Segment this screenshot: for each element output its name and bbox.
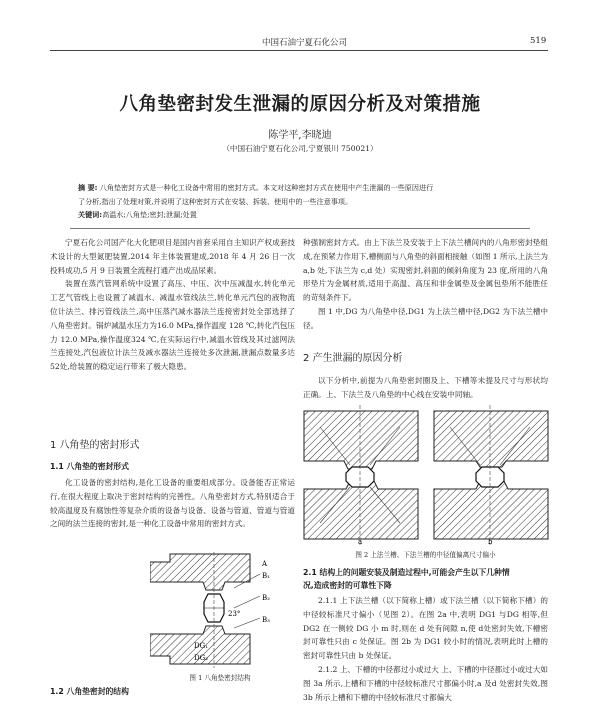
abstract-text-1: 八角垫密封方式是一种化工设备中常用的密封方式。本文对这种密封方式在使用中产生泄漏的一些原因进行: [99, 183, 434, 192]
text-line: 法兰槽中径。: [303, 306, 548, 330]
keywords-label: 关键词:: [78, 210, 103, 219]
fig2-sublabel-b: b: [488, 538, 493, 545]
fig1-label-a: A: [262, 560, 268, 568]
fig1-label-b1: B₁: [262, 572, 270, 580]
text-line: 处密封失效,下槽密封可靠性只由 c 处保证。图 2b 为 DG1 较小: [303, 623, 548, 647]
article-affiliation: （中国石油宁夏石化公司,宁夏银川 750021）: [222, 144, 378, 153]
intro-paragraph-2: [50, 277, 295, 374]
text-line: 324 ℃,在实际运行中,减温水管线及其过滤网法兰连接处,汽包: [50, 334, 295, 358]
article-authors: 陈学平,李晓迪: [268, 130, 332, 141]
text-line: 能否正常运行,在很大程度上取决于密封结构的完善性。八角垫: [50, 478, 295, 501]
text-line: 化工设备的密封结构,是化工设备的重要组成部分。设备: [65, 478, 257, 487]
section-2-1-body: [303, 594, 548, 704]
text-line: 种强制密封方式。由上下法兰及安装于上下法兰槽间内的八角: [303, 238, 510, 247]
page-number: 519: [530, 36, 547, 46]
fig1-label-b3: B₃: [262, 616, 270, 624]
text-line: 宁夏石化公司国产化大化肥项目是国内首套采用自主知识: [65, 238, 257, 247]
heading-line: 2.1 结构上的问题安装及制造过程中,可能会产生以下几种情: [303, 568, 510, 577]
text-line: 与形状均正确。上、下法兰及八角垫的中心线在安装中同轴。: [303, 376, 548, 399]
text-line: 面的倾斜角度为 23 度,所用的八角形垫片为金属材质,适用于: [303, 265, 549, 289]
text-line: （如图 1 所示,上法兰为 a,b 处,下法兰为 c,d 处）实现密封,斜: [303, 251, 548, 275]
text-line: 时的情况,表明此时上槽的密封可靠性只由 b 处保证。: [303, 637, 548, 661]
text-line: 图 1 中,DG 为八角垫中径,DG1 为上法兰槽中径,DG2 为下: [318, 306, 518, 316]
text-line: 16.0 MPa,操作温度 128 ℃,转化汽包压力 12.0 MPa,操作温度: [50, 320, 295, 344]
abstract-block: [78, 181, 524, 222]
header-rule: [50, 50, 548, 51]
abstract-line-1: [78, 181, 524, 195]
text-line: 与设备、设备与管道、管道与管道之间的法兰连接的密封,是一: [50, 505, 296, 529]
section-2-paragraph: [303, 374, 548, 402]
section-1-heading: 1 八角垫的密封形式: [50, 440, 140, 451]
fig1-label-angle: 23°: [228, 610, 241, 618]
section-2-1-1-paragraph: [303, 594, 548, 663]
fig1-label-dg1: DG₁: [194, 642, 209, 650]
figure-1-caption: 图 1 八角垫密封结构: [189, 674, 251, 682]
right-column-top: [303, 236, 548, 333]
section-1-2-heading: 1.2 八角垫密封的结构: [50, 687, 129, 696]
fig2-sublabel-a: a: [358, 538, 363, 545]
left-column-intro: [50, 236, 295, 374]
text-line: 2018 年 4 月 26 日一次投料成功,5 月 9 日装置全流程打通产出: [50, 251, 295, 275]
abstract-rule: [70, 228, 530, 229]
article-title: 八角垫密封发生泄漏的原因分析及对策措施: [119, 94, 481, 115]
figure-1-diagram: [150, 552, 290, 668]
section-2-heading: 2 产生泄漏的原因分析: [303, 353, 403, 364]
text-line: 高温、高压和非金属垫及金属包垫所不能胜任的苛刻条件下。: [303, 279, 549, 303]
text-line: 种化工设备中常用的密封方式。: [143, 519, 250, 529]
text-line: 法兰连接密封处全部选择了八角垫密封。锅炉减温水压力为: [50, 306, 295, 330]
text-line: 槽）的中径较标准尺寸偏小（见图 2）。在图 2a 中,表明 DG1 与: [303, 596, 549, 619]
text-line: 密封方式,特别适合于较高温度及有腐蚀性等复杂介质的设备: [50, 491, 295, 515]
text-line: 成品尿素。: [183, 265, 222, 275]
right-paragraph-2: [303, 305, 548, 333]
section-1-1-body: [50, 476, 295, 531]
figure-2a-panel: [304, 405, 418, 545]
text-line: 形密封垫组成,在预紧力作用下,槽侧面与八角垫的斜面相接触: [303, 238, 549, 261]
intro-paragraph-1: [50, 236, 295, 277]
text-line: 以下分析中,前提为八角垫密封圈及上、下槽等未提及尺寸: [318, 376, 517, 385]
heading-line: 况,造成密封的可靠性下降: [303, 581, 392, 590]
text-line: 装置在蒸汽管网系统中设置了高压、中压、次中压减温水,: [65, 279, 264, 289]
figure-2b-panel: [434, 405, 548, 545]
figure-2-diagram: [300, 405, 552, 545]
section-1-1-paragraph: [50, 476, 295, 531]
keywords-line: [78, 208, 524, 222]
text-line: 过大如图 3a 所示,上槽和下槽的中径较标准尺寸都偏小时,a 及: [303, 664, 548, 688]
section-2-1-heading: [303, 566, 548, 592]
abstract-label: 摘 要:: [78, 183, 98, 192]
section-2-intro: [303, 374, 548, 402]
text-line: 2.1.2 上、下槽的中径都过小或过大 上、下槽的中径都过小或: [318, 664, 526, 674]
fig1-label-dg2: DG₂: [194, 654, 209, 662]
fig1-label-b2: B₂: [262, 594, 270, 602]
text-line: 2.1.1 上下法兰槽（以下简称上槽）或下法兰槽（以下简称下: [318, 596, 525, 605]
text-line: 产权成套技术设计的大型氮肥装置,2014 年主体装置建成,: [50, 238, 296, 261]
text-line: d 处密封失效,图 3b 所示上槽和下槽的中径较标准尺寸都偏大: [303, 678, 548, 702]
text-line: 处,给装置的稳定运行带来了极大隐患。: [59, 362, 192, 372]
text-line: 转化单元工艺气管线上也设置了减温水、减温水管线法兰,转化: [50, 279, 295, 303]
leader-line: [234, 618, 260, 628]
abstract-text-2: 了分析,指出了处理对策,并说明了这种密封方式在安装、拆装、使用中的一些注意事项。: [78, 196, 353, 206]
upper-flange: [150, 554, 250, 590]
section-1-1-heading: 1.1 八角垫的密封形式: [50, 462, 129, 471]
section-2-1-2-paragraph: [303, 663, 548, 704]
leader-line: [234, 596, 260, 608]
figure-2-caption: 图 2 上法兰槽、下法兰槽的中径值偏离尺寸偏小: [355, 551, 496, 559]
text-line: DG 相等,但 DG2 在一侧较 DG 小 m 时,则在 d 处有间隙 n,使 d: [303, 609, 548, 633]
keywords-text: 高温水;八角垫;密封;泄漏;处置: [102, 210, 197, 219]
running-header-journal: 中国石油宁夏石化公司: [262, 38, 348, 48]
text-line: 液位计法兰及减水器法兰连接处多次泄漏,泄漏点数量多达 52: [50, 348, 295, 372]
text-line: 单元汽包的液物流位计法兰、排污管线法兰,高中压蒸汽减水器: [50, 293, 295, 316]
right-paragraph-1: [303, 236, 548, 305]
